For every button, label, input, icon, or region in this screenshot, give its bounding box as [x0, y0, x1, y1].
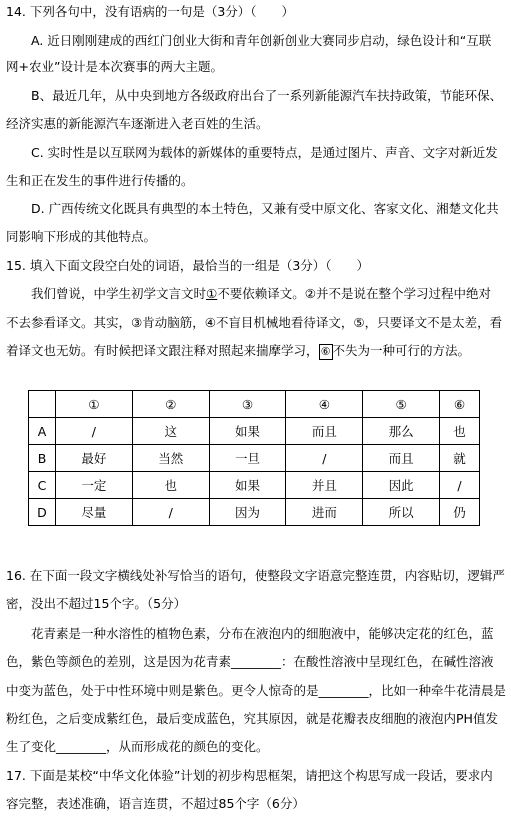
q15-passage-line2: 不去参看译文。其实，③肯动脑筋，④不盲目机械地看待译文，⑤，只要译文不是太差，看 [6, 315, 503, 330]
table-cell: B [29, 445, 56, 472]
q14-option-d-line2: 同影响下形成的其他特点。 [6, 229, 157, 244]
table-row [29, 418, 480, 445]
table-cell: 最好 [56, 445, 133, 472]
q14-option-d-line1: D. 广西传统文化既具有典型的本土特色，又兼有受中原文化、客家文化、湘楚文化共 [31, 201, 499, 216]
table-cell: / [286, 445, 363, 472]
q16-passage-line3: 中变为蓝色，处于中性环境中则是紫色。更令人惊奇的是________，比如一种牵牛花清晨是 [6, 683, 507, 698]
table-cell: C [29, 472, 56, 499]
table-cell: 这 [132, 418, 209, 445]
table-row [29, 445, 480, 472]
table-cell: D [29, 499, 56, 526]
table-cell: ③ [209, 391, 286, 418]
table-cell: ⑥ [440, 391, 480, 418]
table-cell: 因为 [209, 499, 286, 526]
blank-1-marker: ① [206, 286, 218, 301]
table-cell: 就 [440, 445, 480, 472]
table-cell: 如果 [209, 472, 286, 499]
table-cell: 因此 [363, 472, 440, 499]
table-cell: 所以 [363, 499, 440, 526]
q14-stem: 14. 下列各句中，没有语病的一句是（3分）（ ） [6, 4, 295, 19]
q15-passage-text: 着译文也无妨。有时候把译文跟注释对照起来揣摩学习， [6, 343, 319, 358]
table-cell: 如果 [209, 418, 286, 445]
q16-passage-line1: 花青素是一种水溶性的植物色素，分布在液泡内的细胞液中，能够决定花的红色，蓝 [31, 626, 494, 641]
q15-passage-text: 不失为一种可行的方法。 [332, 343, 471, 358]
table-cell: ① [56, 391, 133, 418]
q17-stem-line1: 17. 下面是某校“中华文化体验”计划的初步构思框架，请把这个构思写成一段话，要求内 [6, 768, 493, 783]
table-cell: 一旦 [209, 445, 286, 472]
table-cell: 尽量 [56, 499, 133, 526]
table-cell: 也 [132, 472, 209, 499]
q16-stem-line1: 16. 在下面一段文字横线处补写恰当的语句，使整段文字语意完整连贯，内容贴切，逻辑严 [6, 568, 505, 583]
table-cell: 也 [440, 418, 480, 445]
table-header-row [29, 391, 480, 418]
table-cell: / [440, 472, 480, 499]
table-cell: 那么 [363, 418, 440, 445]
table-cell: A [29, 418, 56, 445]
table-cell: 当然 [132, 445, 209, 472]
q17-stem-line2: 容完整，表述准确，语言连贯，不超过85个字（6分） [6, 796, 305, 811]
q15-passage-line3 [6, 343, 470, 360]
q14-option-b-line1: B、最近几年，从中央到地方各级政府出台了一系列新能源汽车扶持政策，节能环保、 [31, 88, 503, 103]
table-cell: 一定 [56, 472, 133, 499]
q14-option-c-line1: C. 实时性是以互联网为载体的新媒体的重要特点，是通过图片、声音、文字对新近发 [31, 145, 498, 160]
table-row [29, 472, 480, 499]
table-cell: ② [132, 391, 209, 418]
table-cell: / [132, 499, 209, 526]
table-cell: 而且 [363, 445, 440, 472]
q15-passage-line1 [31, 286, 491, 302]
q16-passage-line2: 色，紫色等颜色的差别，这是因为花青素________：在酸性溶液中呈现红色，在碱性溶液 [6, 654, 494, 669]
table-cell: / [56, 418, 133, 445]
q14-option-b-line2: 经济实惠的新能源汽车逐渐进入老百姓的生活。 [6, 116, 269, 131]
q14-option-a-line2: 网+农业”设计是本次赛事的两大主题。 [6, 59, 223, 74]
q16-stem-line2: 密，没出不超过15个字。（5分） [6, 596, 187, 611]
table-cell: ④ [286, 391, 363, 418]
table-cell: 仍 [440, 499, 480, 526]
table-row [29, 499, 480, 526]
q14-option-c-line2: 生和正在发生的事件进行传播的。 [6, 173, 194, 188]
table-cell: 并且 [286, 472, 363, 499]
table-cell: 而且 [286, 418, 363, 445]
table-cell [29, 391, 56, 418]
q15-passage-text: 我们曾说，中学生初学文言文时 [31, 286, 207, 301]
q16-passage-line4: 粉红色，之后变成紫红色，最后变成蓝色，究其原因，就是花瓣表皮细胞的液泡内PH值发 [6, 711, 498, 726]
q15-options-table [28, 390, 480, 526]
q15-stem: 15. 填入下面文段空白处的词语，最恰当的一组是（3分）（ ） [6, 258, 370, 273]
table-cell: ⑤ [363, 391, 440, 418]
blank-6-marker: ⑥ [319, 344, 333, 360]
q15-passage-text: 不要依赖译文。②并不是说在整个学习过程中绝对 [217, 286, 491, 301]
q16-passage-line5: 生了变化________，从而形成花的颜色的变化。 [6, 739, 269, 754]
table-cell: 进而 [286, 499, 363, 526]
q14-option-a-line1: A. 近日刚刚建成的西红门创业大街和青年创新创业大赛同步启动，绿色设计和“互联 [31, 33, 492, 48]
